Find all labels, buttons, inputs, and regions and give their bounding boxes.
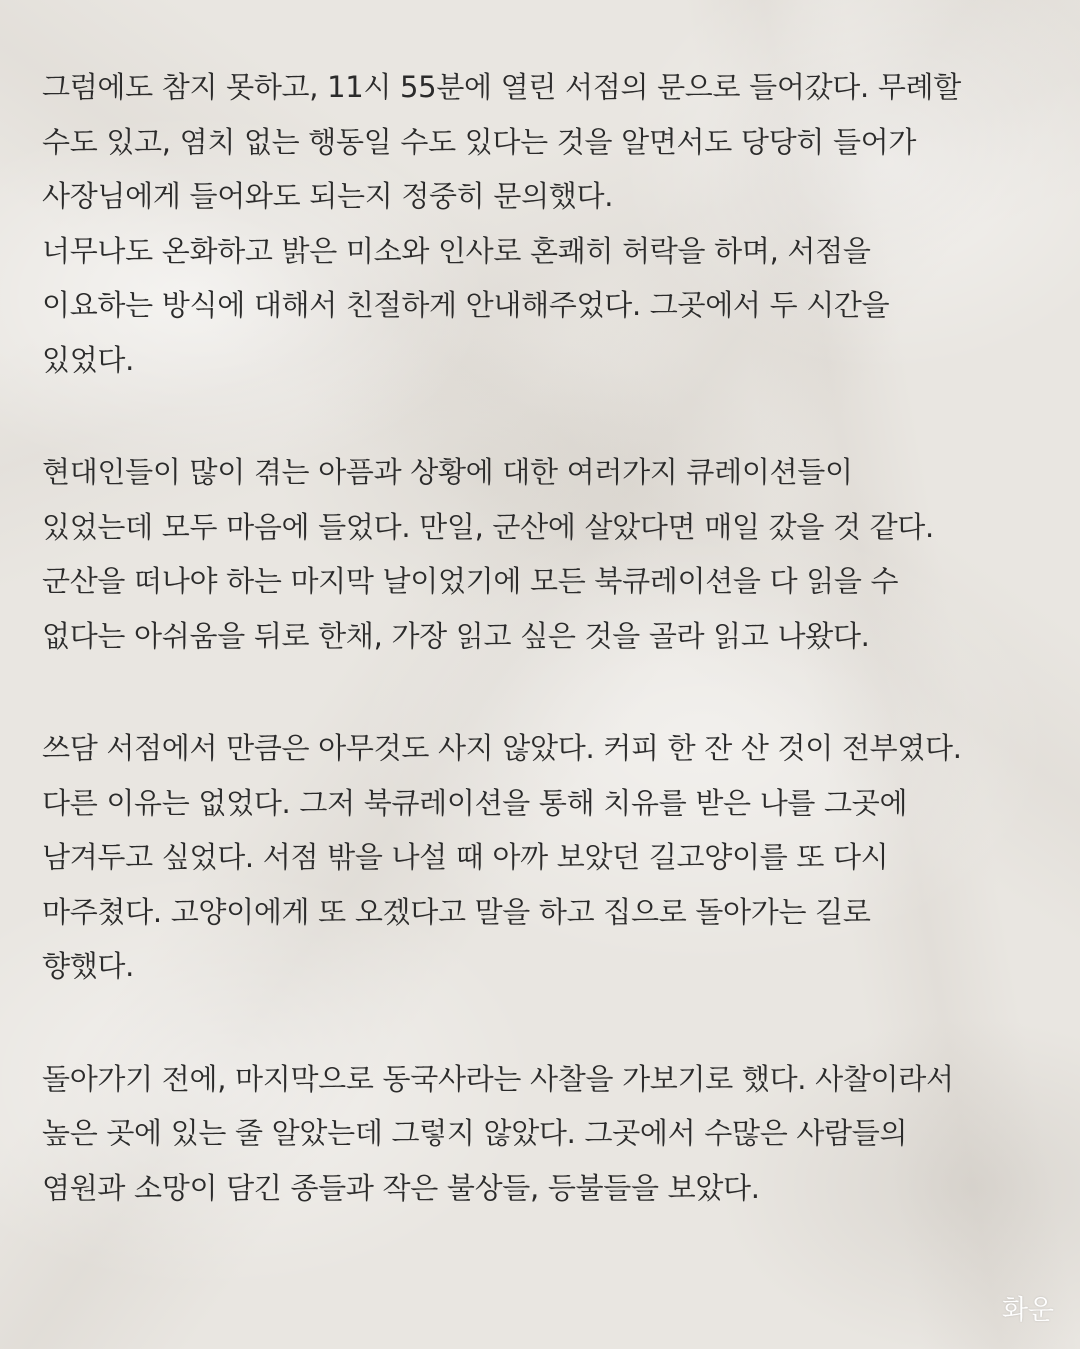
paragraph-4 — [42, 1052, 1042, 1216]
text-line: 염원과 소망이 담긴 종들과 작은 불상들, 등불들을 보았다. — [42, 1170, 760, 1205]
text-line: 있었다. — [42, 342, 135, 377]
paragraph-2 — [42, 445, 1042, 663]
text-line: 없다는 아쉬움을 뒤로 한채, 가장 읽고 싶은 것을 골라 읽고 나왔다. — [42, 618, 870, 653]
paragraph-1 — [42, 60, 1042, 387]
text-line: 쓰담 서점에서 만큼은 아무것도 사지 않았다. 커피 한 잔 산 것이 전부였다. — [42, 731, 962, 765]
text-line: 그럼에도 참지 못하고, 11시 55분에 열린 서점의 문으로 들어갔다. 무례할 — [42, 70, 961, 104]
text-line: 남겨두고 싶었다. 서점 밖을 나설 때 아까 보았던 길고양이를 또 다시 — [42, 840, 889, 874]
text-line: 마주쳤다. 고양이에게 또 오겠다고 말을 하고 집으로 돌아가는 길로 — [42, 894, 871, 929]
text-line: 다른 이유는 없었다. 그저 북큐레이션을 통해 치유를 받은 나를 그곳에 — [42, 785, 908, 820]
text-line: 높은 곳에 있는 줄 알았는데 그렇지 않았다. 그곳에서 수많은 사람들의 — [42, 1116, 908, 1150]
text-line: 돌아가기 전에, 마지막으로 동국사라는 사찰을 가보기로 했다. 사찰이라서 — [42, 1061, 954, 1096]
essay-body — [42, 60, 1042, 1273]
paragraph-3 — [42, 721, 1042, 994]
text-line: 군산을 떠나야 하는 마지막 날이었기에 모든 북큐레이션을 다 읽을 수 — [42, 564, 899, 598]
text-line: 이요하는 방식에 대해서 친절하게 안내해주었다. 그곳에서 두 시간을 — [42, 288, 890, 322]
text-line: 향했다. — [42, 949, 135, 983]
text-line: 있었는데 모두 마음에 들었다. 만일, 군산에 살았다면 매일 갔을 것 같다. — [42, 509, 934, 544]
text-line: 사장님에게 들어와도 되는지 정중히 문의했다. — [42, 179, 614, 213]
author-signature: 화운 — [1001, 1295, 1054, 1326]
text-line: 너무나도 온화하고 밝은 미소와 인사로 혼쾌히 허락을 하며, 서점을 — [42, 233, 871, 268]
text-line: 수도 있고, 염치 없는 행동일 수도 있다는 것을 알면서도 당당히 들어가 — [42, 124, 917, 159]
text-line: 현대인들이 많이 겪는 아픔과 상황에 대한 여러가지 큐레이션들이 — [42, 455, 853, 489]
